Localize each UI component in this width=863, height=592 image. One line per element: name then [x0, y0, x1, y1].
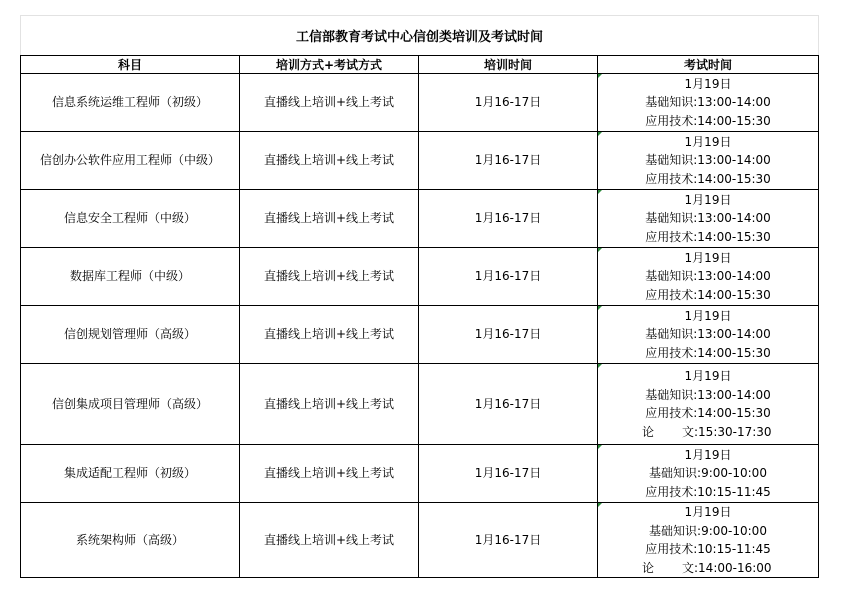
- training-time-cell[interactable]: 1月16-17日: [419, 503, 598, 578]
- cell-marker-icon: [598, 132, 602, 136]
- header-subject: 科目: [21, 56, 240, 74]
- exam-applied: 应用技术:10:15-11:45: [645, 484, 771, 499]
- training-time-cell[interactable]: 1月16-17日: [419, 306, 598, 364]
- exam-date: 1月19日: [684, 369, 732, 383]
- table-row: [21, 306, 819, 364]
- exam-basic: 基础知识:13:00-14:00: [645, 327, 771, 342]
- table-row: [21, 445, 819, 503]
- training-time-cell[interactable]: 1月16-17日: [419, 445, 598, 503]
- exam-applied: 应用技术:14:00-15:30: [645, 171, 771, 186]
- exam-basic: 基础知识:13:00-14:00: [645, 153, 771, 168]
- schedule-table: [20, 15, 819, 578]
- exam-basic: 基础知识:13:00-14:00: [645, 387, 771, 402]
- exam-time-cell[interactable]: [598, 248, 819, 306]
- header-method: 培训方式+考试方式: [240, 56, 419, 74]
- exam-date: 1月19日: [684, 192, 732, 207]
- exam-time-cell[interactable]: [598, 132, 819, 190]
- exam-essay-time: 文:15:30-17:30: [682, 424, 772, 439]
- exam-basic: 基础知识:13:00-14:00: [645, 211, 771, 226]
- method-cell[interactable]: 直播线上培训+线上考试: [240, 132, 419, 190]
- subject-cell[interactable]: 信创集成项目管理师（高级）: [21, 364, 240, 445]
- method-cell[interactable]: 直播线上培训+线上考试: [240, 445, 419, 503]
- method-cell[interactable]: 直播线上培训+线上考试: [240, 364, 419, 445]
- exam-essay: [598, 559, 818, 578]
- cell-marker-icon: [598, 190, 602, 194]
- training-time-cell[interactable]: 1月16-17日: [419, 248, 598, 306]
- exam-basic: 基础知识:13:00-14:00: [645, 269, 771, 284]
- training-time-cell[interactable]: 1月16-17日: [419, 132, 598, 190]
- header-row: [21, 56, 819, 74]
- exam-essay: [598, 423, 818, 442]
- table-row: [21, 190, 819, 248]
- method-cell[interactable]: 直播线上培训+线上考试: [240, 248, 419, 306]
- training-time-cell[interactable]: 1月16-17日: [419, 364, 598, 445]
- method-cell[interactable]: 直播线上培训+线上考试: [240, 503, 419, 578]
- training-time-cell[interactable]: 1月16-17日: [419, 190, 598, 248]
- exam-basic: 基础知识:9:00-10:00: [649, 466, 767, 481]
- subject-cell[interactable]: 信创办公软件应用工程师（中级）: [21, 132, 240, 190]
- training-time-cell[interactable]: 1月16-17日: [419, 74, 598, 132]
- exam-date: 1月19日: [684, 308, 732, 323]
- subject-cell[interactable]: 信创规划管理师（高级）: [21, 306, 240, 364]
- exam-time-cell[interactable]: [598, 190, 819, 248]
- exam-time-cell[interactable]: [598, 364, 819, 445]
- exam-date: 1月19日: [684, 134, 732, 149]
- title-row: [21, 16, 819, 56]
- table-row: [21, 248, 819, 306]
- cell-marker-icon: [598, 364, 602, 368]
- exam-date: 1月19日: [684, 505, 732, 519]
- subject-cell[interactable]: 信息安全工程师（中级）: [21, 190, 240, 248]
- exam-applied: 应用技术:14:00-15:30: [645, 287, 771, 302]
- subject-cell[interactable]: 系统架构师（高级）: [21, 503, 240, 578]
- header-exam-time: 考试时间: [598, 56, 819, 74]
- subject-cell[interactable]: 集成适配工程师（初级）: [21, 445, 240, 503]
- exam-date: 1月19日: [684, 250, 732, 265]
- table-row: [21, 364, 819, 445]
- exam-time-cell[interactable]: [598, 445, 819, 503]
- cell-marker-icon: [598, 74, 602, 78]
- table-row: [21, 503, 819, 578]
- method-cell[interactable]: 直播线上培训+线上考试: [240, 190, 419, 248]
- cell-marker-icon: [598, 503, 602, 507]
- exam-date: 1月19日: [684, 447, 732, 462]
- exam-basic: 基础知识:9:00-10:00: [649, 523, 767, 538]
- method-cell[interactable]: 直播线上培训+线上考试: [240, 306, 419, 364]
- exam-basic: 基础知识:13:00-14:00: [645, 95, 771, 110]
- table-title: 工信部教育考试中心信创类培训及考试时间: [21, 16, 819, 56]
- header-training-time: 培训时间: [419, 56, 598, 74]
- exam-time-cell[interactable]: [598, 74, 819, 132]
- spreadsheet-sheet: [20, 15, 818, 579]
- exam-essay-label: 论: [642, 560, 655, 575]
- exam-time-cell[interactable]: [598, 306, 819, 364]
- subject-cell[interactable]: 数据库工程师（中级）: [21, 248, 240, 306]
- exam-date: 1月19日: [684, 76, 732, 91]
- exam-essay-label: 论: [642, 424, 655, 439]
- exam-time-cell[interactable]: [598, 503, 819, 578]
- subject-cell[interactable]: 信息系统运维工程师（初级）: [21, 74, 240, 132]
- method-cell[interactable]: 直播线上培训+线上考试: [240, 74, 419, 132]
- table-row: [21, 74, 819, 132]
- exam-applied: 应用技术:14:00-15:30: [645, 229, 771, 244]
- exam-applied: 应用技术:14:00-15:30: [645, 406, 771, 420]
- table-row: [21, 132, 819, 190]
- exam-applied: 应用技术:14:00-15:30: [645, 345, 771, 360]
- exam-essay-time: 文:14:00-16:00: [682, 560, 772, 575]
- cell-marker-icon: [598, 445, 602, 449]
- cell-marker-icon: [598, 306, 602, 310]
- cell-marker-icon: [598, 248, 602, 252]
- exam-applied: 应用技术:14:00-15:30: [645, 113, 771, 128]
- exam-applied: 应用技术:10:15-11:45: [645, 542, 771, 556]
